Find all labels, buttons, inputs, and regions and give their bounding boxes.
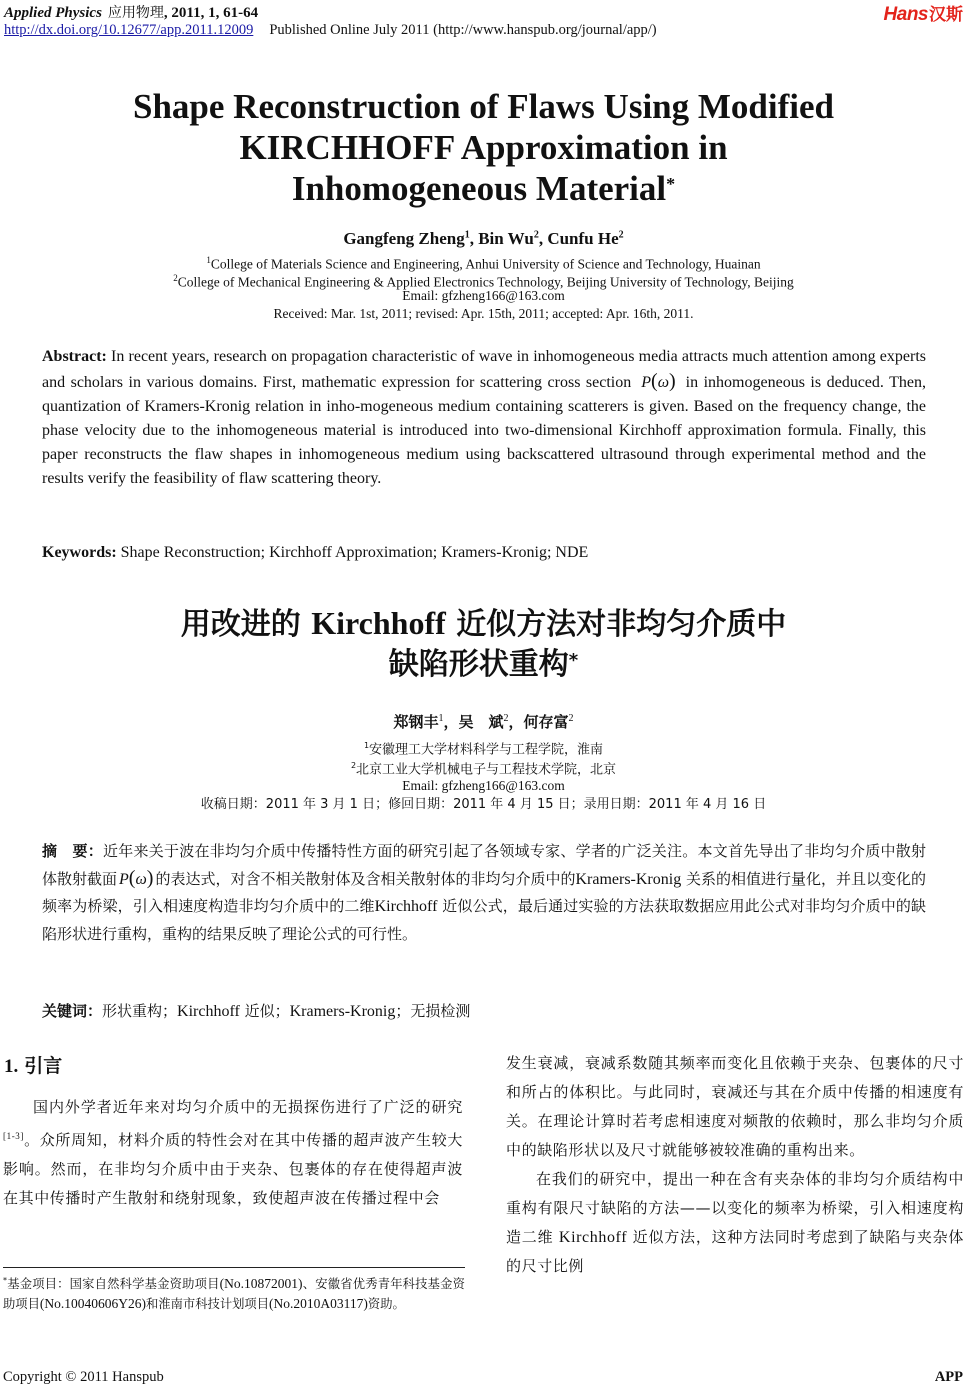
body-paragraph: 发生衰减，衰减系数随其频率而变化且依赖于夹杂、包裹体的尺寸和所占的体积比。与此同时，衰减还与其在介质中传播的相速度有关。在理论计算时若考虑相速度对频散的依赖时，那么非均匀介质中的缺陷形状以及尺寸就能够被较准确的重构出来。 bbox=[506, 1054, 964, 1159]
author: 何存富$^2$ bbox=[523, 713, 574, 731]
keywords-label: Keywords: bbox=[42, 544, 117, 561]
running-header bbox=[4, 2, 258, 22]
authors-en bbox=[60, 229, 907, 249]
body-column-left bbox=[3, 1093, 463, 1213]
paper-title-en bbox=[60, 86, 907, 209]
body-paragraph: 在我们的研究中，提出一种在含有夹杂体的非均匀介质结构中重构有限尺寸缺陷的方法——以变化的频率为桥梁，引入相速度构造二维 Kirchhoff 近似方法，这种方法同时考虑到了缺陷与夹杂体的尺寸比例 bbox=[506, 1170, 964, 1275]
copyright: Copyright © 2011 Hanspub bbox=[3, 1369, 164, 1385]
footnote-divider bbox=[3, 1267, 465, 1268]
published-online: Published Online July 2011 (http://www.hanspub.org/journal/app/) bbox=[269, 22, 657, 38]
title-line: Shape Reconstruction of Flaws Using Modified bbox=[133, 87, 834, 126]
received-dates: Received: Mar. 1st, 2011; revised: Apr. 15th, 2011; accepted: Apr. 16th, 2011. bbox=[273, 306, 694, 321]
abstract-label-cn: 摘 要： bbox=[42, 842, 103, 860]
affiliation-2: $^2$College of Mechanical Engineering & Applied Electronics Technology, Beijing University of Technology, Beijing bbox=[173, 273, 794, 290]
authors-cn bbox=[60, 711, 907, 732]
affiliation-cn-2: $^2$北京工业大学机械电子与工程技术学院，北京 bbox=[350, 761, 617, 778]
body-paragraph: 国内外学者近年来对均匀介质中的无损探伤进行了广泛的研究[1-3]。众所周知，材料介质的特性会对在其中传播的超声波产生较大影响。然而，在非均匀介质中由于夹杂、包裹体的存在使得超声波在其中传播时产生散射和绕射现象，致使超声波在传播过程中会 bbox=[3, 1098, 463, 1207]
doi-line bbox=[4, 22, 657, 39]
author: Bin Wu$^2$, bbox=[478, 229, 548, 248]
email: Email: gfzheng166@163.com bbox=[402, 288, 565, 303]
author: Gangfeng Zheng$^1$, bbox=[343, 229, 479, 248]
doi-link[interactable]: http://dx.doi.org/10.12677/app.2011.12009 bbox=[4, 22, 254, 38]
journal-name-cn: 应用物理 bbox=[107, 5, 164, 21]
author: 郑钢丰$^1$， bbox=[393, 713, 459, 731]
affiliation-cn-1: $^1$安徽理工大学材料科学与工程学院，淮南 bbox=[363, 741, 604, 758]
p-omega-symbol: P(ω) bbox=[119, 866, 154, 889]
journal-name: Applied Physics bbox=[4, 5, 102, 21]
author: 吴 斌$^2$， bbox=[458, 713, 524, 731]
journal-abbr: APP bbox=[934, 1369, 963, 1385]
keywords-en: Keywords: Shape Reconstruction; Kirchhoff Approximation; Kramers-Kronig; NDE bbox=[42, 544, 589, 561]
title-line: KIRCHHOFF Approximation in bbox=[239, 128, 728, 167]
author: Cunfu He$^2$ bbox=[547, 229, 624, 248]
title-line: Inhomogeneous Material* bbox=[291, 169, 676, 208]
title-line: 缺陷形状重构* bbox=[388, 647, 579, 682]
p-omega-symbol: P(ω) bbox=[641, 370, 676, 392]
abstract-label: Abstract: bbox=[42, 348, 107, 365]
keywords-cn: 关键词：形状重构；Kirchhoff 近似；Kramers-Kronig；无损检测 bbox=[42, 1002, 471, 1020]
title-line: 用改进的 Kirchhoff 近似方法对非均匀介质中 bbox=[180, 605, 787, 642]
body-column-right bbox=[506, 1049, 964, 1281]
journal-issue: , 2011, 1, 61-64 bbox=[163, 5, 259, 21]
keywords-label-cn: 关键词： bbox=[42, 1002, 103, 1020]
abstract-cn: 摘 要：近年来关于波在非均匀介质中传播特性方面的研究引起了各领域专家、学者的广泛关注。本文首先导出了非均匀介质中散射体散射截面 P(ω) 的表达式，对含不相关散射体及含相关散射体的非均匀介质中的Kramers-Kronig 关系的相值进行量化，并且以变化的频率为桥梁，引入相速度构造非均匀介质中的二维Kirchhoff 近似公式，最后通过实验的方法获取数据应用此公式对非均匀介质中的缺陷形状进行重构，重构的结果反映了理论公式的可行性。 bbox=[42, 842, 926, 943]
footnote-mark: * bbox=[568, 650, 579, 671]
paper-title-cn bbox=[60, 603, 907, 685]
section-heading: 1. 引言 bbox=[4, 1055, 63, 1077]
email-cn: Email: gfzheng166@163.com bbox=[402, 778, 565, 793]
affiliation-1: $^1$College of Materials Science and Engineering, Anhui University of Science and Technology, Huainan bbox=[206, 255, 761, 272]
abstract-en: Abstract: In recent years, research on propagation characteristic of wave in inhomogeneous media attracts much attention among experts and scholars in various domains. First, mathematic expression for scattering cross section P(ω) in inhomogeneous is deduced. Then, quantization of Kramers-Kronig relation in inho-mogeneous medium containing scatterers is given. Based on the frequency change, the phase velocity due to the inhomogeneous material is introduced into two-dimensional Kirchhoff approximation formula. Finally, this paper reconstructs the flaw shapes in inhomogeneous medium using backscattered ultrasound through experimental method and the results verify the feasibility of flaw scattering theory. bbox=[42, 348, 926, 487]
dates-cn: 收稿日期：2011 年 3 月 1 日；修回日期：2011 年 4 月 15 日；录用日期：2011 年 4 月 16 日 bbox=[200, 797, 767, 812]
citation[interactable]: [1-3] bbox=[3, 1131, 24, 1141]
logo-text-en: Hans bbox=[883, 4, 928, 25]
logo-text-cn: 汉斯 bbox=[929, 5, 963, 25]
footnote-mark: * bbox=[666, 174, 676, 194]
funding-footnote: *基金项目：国家自然科学基金资助项目(No.10872001)、安徽省优秀青年科技基金资助项目(No.10040606Y26)和淮南市科技计划项目(No.2010A03117)资助。 bbox=[3, 1276, 465, 1312]
publisher-logo bbox=[884, 0, 963, 26]
